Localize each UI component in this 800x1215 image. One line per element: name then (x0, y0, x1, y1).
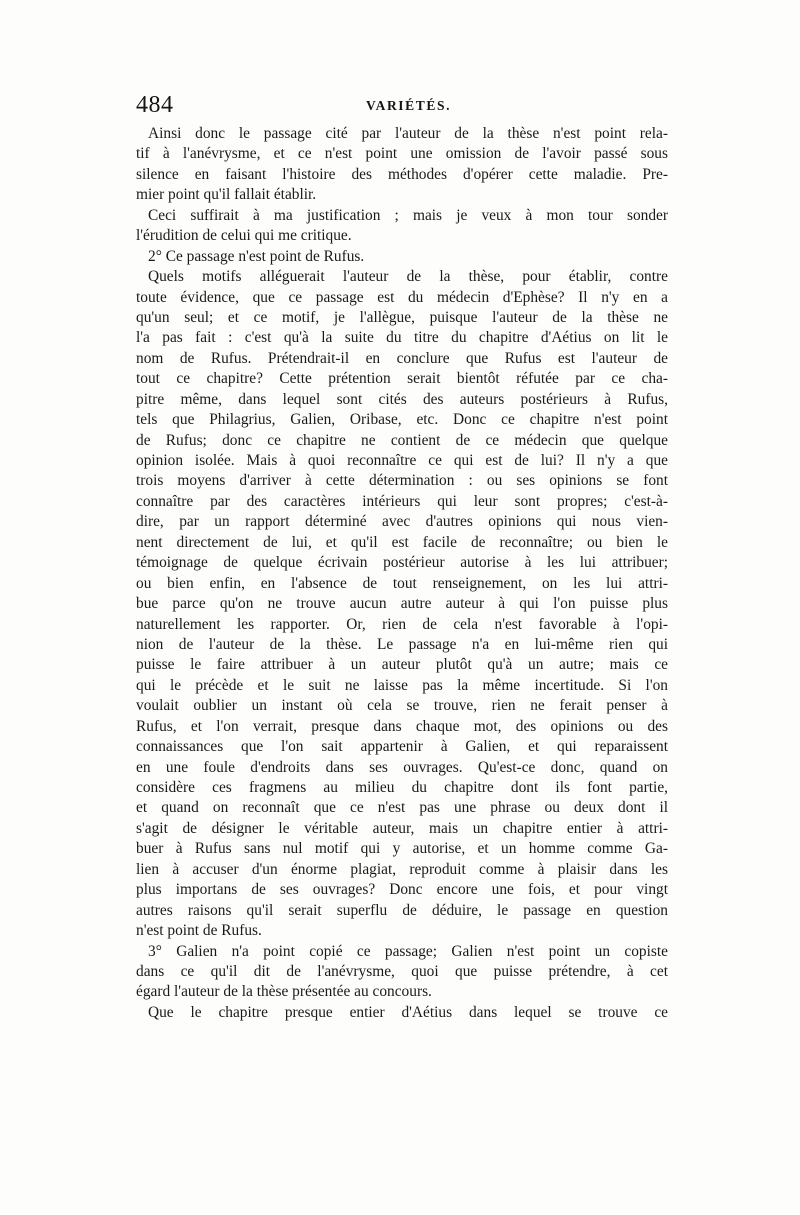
text-line: silence en faisant l'histoire des méthodes d'opérer cette maladie. Pre- (136, 165, 668, 183)
text-line: en une foule d'endroits dans ses ouvrages. Qu'est-ce donc, quand on (136, 758, 668, 776)
text-line: mier point qu'il fallait établir. (136, 186, 317, 204)
text-line: opinion isolée. Mais à quoi reconnaître ce qui est de lui? Il n'y a que (136, 452, 668, 469)
text-line: Ainsi donc le passage cité par l'auteur de la thèse n'est point rela- (148, 125, 668, 142)
text-line: toute évidence, que ce passage est du médecin d'Ephèse? Il n'y en a (136, 288, 668, 306)
text-line: de Rufus; donc ce chapitre ne contient de ce médecin que quelque (136, 431, 668, 449)
text-line: Rufus, et l'on verrait, presque dans chaque mot, des opinions ou des (136, 717, 668, 735)
text-line: Quels motifs alléguerait l'auteur de la thèse, pour établir, contre (148, 268, 668, 286)
text-line: dans ce qu'il dit de l'anévrysme, quoi que puisse prétendre, à cet (136, 962, 668, 980)
text-line: nom de Rufus. Prétendrait-il en conclure que Rufus est l'auteur de (136, 349, 668, 367)
text-line: 3° Galien n'a point copié ce passage; Galien n'est point un copiste (148, 942, 668, 960)
text-line: naturellement les rapporter. Or, rien de cela n'est favorable à l'opi- (136, 615, 668, 633)
text-line: qu'un seul; et ce motif, je l'allègue, puisque l'auteur de la thèse ne (136, 308, 668, 326)
page-header (136, 92, 668, 122)
text-line: autres raisons qu'il serait superflu de déduire, le passage en question (136, 901, 668, 919)
text-line: nent directement de lui, et qu'il est facile de reconnaître; ou bien le (136, 533, 668, 551)
text-line: témoignage de quelque écrivain postérieur autorise à les lui attribuer; (136, 554, 668, 572)
text-line: plus importans de ses ouvrages? Donc encore une fois, et pour vingt (136, 881, 668, 899)
text-line: connaissances que l'on sait appartenir à Galien, et qui reparaissent (136, 738, 668, 756)
text-line: 2° Ce passage n'est point de Rufus. (148, 247, 365, 265)
text-line: l'érudition de celui qui me critique. (136, 227, 352, 245)
text-line: lien à accuser d'un énorme plagiat, reproduit comme à plaisir dans les (136, 860, 668, 878)
text-line: Que le chapitre presque entier d'Aétius dans lequel se trouve ce (148, 1003, 668, 1021)
text-line: ou bien enfin, en l'absence de tout renseignement, on les lui attri- (136, 574, 668, 592)
running-head: VARIÉTÉS. (366, 98, 452, 113)
text-line: considère ces fragmens au milieu du chapitre dont ils font partie, (136, 779, 668, 796)
text-line: nion de l'auteur de la thèse. Le passage n'a en lui-même rien qui (136, 635, 668, 653)
text-line: et quand on reconnaît que ce n'est pas une phrase ou deux dont il (136, 799, 668, 817)
text-line: puisse le faire attribuer à un auteur plutôt qu'à un autre; mais ce (136, 656, 668, 674)
text-line: égard l'auteur de la thèse présentée au concours. (136, 983, 432, 1001)
text-line: l'a pas fait : c'est qu'à la suite du titre du chapitre d'Aétius on lit le (136, 329, 668, 347)
text-line: buer à Rufus sans nul motif qui y autorise, et un homme comme Ga- (136, 840, 668, 858)
page-number: 484 (136, 92, 174, 118)
text-line: bue parce qu'on ne trouve aucun autre auteur à qui l'on puisse plus (136, 595, 668, 613)
text-line: Ceci suffirait à ma justification ; mais je veux à mon tour sonder (148, 206, 668, 224)
text-line: trois moyens d'arriver à cette détermination : ou ses opinions se font (136, 472, 668, 490)
text-line: voulait oublier un instant où cela se trouve, rien ne ferait penser à (136, 697, 668, 715)
text-line: qui le précède et le suit ne laisse pas la même incertitude. Si l'on (136, 676, 668, 694)
body-text (136, 124, 668, 1023)
text-line: connaître par des caractères intérieurs qui leur sont propres; c'est-à- (136, 492, 668, 510)
text-line: s'agit de désigner le véritable auteur, mais un chapitre entier à attri- (136, 819, 668, 837)
text-line: dire, par un rapport déterminé avec d'autres opinions qui nous vien- (136, 513, 668, 531)
text-line: pitre même, dans lequel sont cités des auteurs postérieurs à Rufus, (136, 390, 668, 408)
text-line: tif à l'anévrysme, et ce n'est point une omission de l'avoir passé sous (136, 145, 668, 163)
text-line: tout ce chapitre? Cette prétention serait bientôt réfutée par ce cha- (136, 370, 668, 388)
text-line: n'est point de Rufus. (136, 922, 262, 940)
text-line: tels que Philagrius, Galien, Oribase, etc. Donc ce chapitre n'est point (136, 411, 668, 429)
